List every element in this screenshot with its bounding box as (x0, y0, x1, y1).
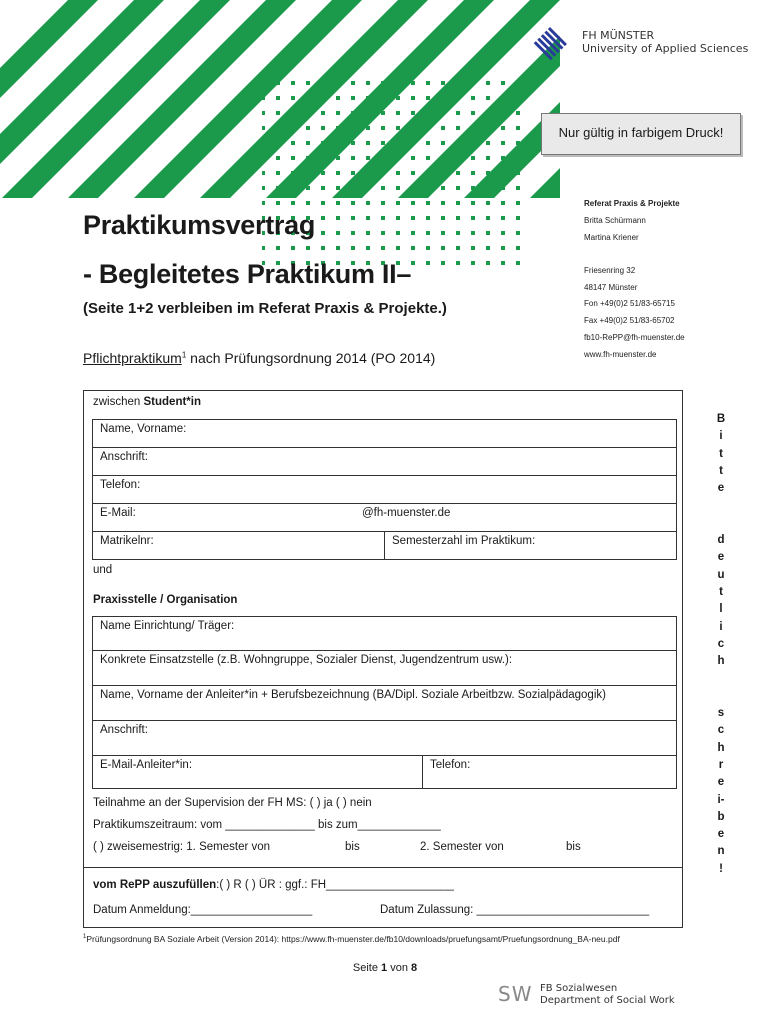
semester2-label: 2. Semester von (420, 841, 504, 853)
supervision-line[interactable]: Teilnahme an der Supervision der FH MS: ( ) ja ( ) nein (93, 797, 372, 809)
page-prefix: Seite (352, 962, 382, 974)
vertical-letter: r (718, 758, 724, 771)
student-phone-field[interactable] (92, 475, 677, 504)
mentor-field[interactable] (92, 685, 677, 721)
student-name-label: Name, Vorname: (100, 423, 187, 435)
repp-rest: :( ) R ( ) ÜR : ggf.: FH____________________ (216, 879, 454, 891)
contact-dept: Referat Praxis & Projekte (584, 199, 680, 208)
student-email-field[interactable] (92, 503, 677, 532)
logo-line1: FH MÜNSTER (582, 29, 655, 42)
org-name-label: Name Einrichtung/ Träger: (100, 620, 235, 632)
vertical-letter: t (719, 585, 723, 598)
contract-form (83, 390, 683, 928)
email-domain: @fh-muenster.de (362, 507, 451, 519)
contact-person2: Martina Kriener (584, 233, 639, 242)
vertical-letter: i- (717, 793, 725, 806)
admission-date[interactable]: Datum Zulassung: ___________________________ (380, 904, 650, 916)
department-name (540, 983, 675, 1007)
period-line[interactable]: Praktikumszeitraum: vom ______________ bis zum_____________ (93, 819, 441, 831)
und-label: und (93, 564, 113, 576)
vertical-letter: i (719, 620, 723, 633)
student-name-field[interactable] (92, 419, 677, 448)
regulation-line (83, 350, 435, 366)
color-print-notice: Nur gültig in farbigem Druck! (541, 113, 741, 155)
contact-street: Friesenring 32 (584, 266, 636, 275)
contact-fax: Fax +49(0)2 51/83-65702 (584, 316, 675, 325)
org-unit-label: Konkrete Einsatzstelle (z.B. Wohngruppe, Sozialer Dienst, Jugendzentrum usw.): (100, 654, 513, 666)
registration-date[interactable]: Datum Anmeldung:___________________ (93, 904, 313, 916)
vertical-letter: t (719, 464, 723, 477)
vertical-letter: t (719, 447, 723, 460)
vertical-letter: e (717, 776, 725, 789)
vertical-letter (711, 497, 731, 514)
bis-label-2: bis (566, 841, 581, 853)
matrikel-label: Matrikelnr: (100, 535, 154, 547)
sw-logo: SW (498, 982, 533, 1006)
department-line1: FB Sozialwesen (540, 983, 618, 994)
vertical-letter: e (717, 828, 725, 841)
student-intro: zwischen (93, 396, 144, 408)
pflicht-word: Pflichtpraktikum (83, 350, 182, 366)
org-name-field[interactable] (92, 616, 677, 651)
department-line2: Department of Social Work (540, 995, 675, 1006)
student-address-label: Anschrift: (100, 451, 148, 463)
vertical-letter: c (717, 724, 725, 737)
student-bold: Student*in (143, 396, 201, 408)
vertical-letter (711, 515, 731, 532)
student-phone-label: Telefon: (100, 479, 141, 491)
contact-person1: Britta Schürmann (584, 216, 646, 225)
bis-label-1: bis (345, 841, 360, 853)
repp-bold: vom RePP auszufüllen (93, 879, 217, 891)
org-address-field[interactable] (92, 720, 677, 756)
office-divider (84, 867, 682, 868)
vertical-letter (711, 688, 731, 705)
vertical-letter (711, 670, 731, 687)
org-address-label: Anschrift: (100, 724, 148, 736)
vertical-letter: c (717, 637, 725, 650)
matrikel-field[interactable] (92, 531, 385, 560)
page-current: 1 (381, 962, 388, 974)
retention-note: (Seite 1+2 verbleiben im Referat Praxis & Projekte.) (83, 300, 447, 317)
mentor-email-label: E-Mail-Anleiter*in: (100, 759, 193, 771)
page-number (0, 962, 770, 974)
vertical-letter: e (717, 482, 725, 495)
semester-field[interactable] (384, 531, 677, 560)
org-heading: Praxisstelle / Organisation (93, 594, 238, 606)
student-heading (93, 396, 201, 408)
document-title: Praktikumsvertrag (83, 210, 316, 240)
contact-city: 48147 Münster (584, 283, 638, 292)
student-email-label: E-Mail: (100, 507, 136, 519)
vertical-letter: s (717, 707, 725, 720)
contact-fon: Fon +49(0)2 51/83-65715 (584, 299, 675, 308)
vertical-letter: u (717, 568, 725, 581)
footnote-ref: 1 (181, 350, 187, 360)
vertical-letter: b (717, 810, 725, 823)
vertical-letter: l (719, 603, 723, 616)
fh-logo (533, 27, 567, 66)
footnote (83, 934, 620, 944)
contact-web[interactable]: www.fh-muenster.de (584, 350, 657, 359)
mentor-label: Name, Vorname der Anleiter*in + Berufsbezeichnung (BA/Dipl. Soziale Arbeitbzw. Sozialpädagogik) (100, 689, 606, 701)
fh-logo-icon (533, 27, 567, 61)
vertical-letter: n (717, 845, 725, 858)
logo-text (582, 29, 748, 55)
vertical-instruction (711, 411, 731, 878)
contact-email[interactable]: fb10-RePP@fh-muenster.de (584, 333, 685, 342)
footnote-number: 1 (83, 934, 87, 941)
page-middle: von (387, 962, 411, 974)
mentor-phone-field[interactable] (422, 755, 677, 789)
mentor-phone-label: Telefon: (430, 759, 471, 771)
two-semester-option[interactable]: ( ) zweisemestrig: 1. Semester von (93, 841, 271, 853)
pflicht-rest: nach Prüfungsordnung 2014 (PO 2014) (186, 350, 436, 366)
page-total: 8 (411, 962, 418, 974)
footnote-text: Prüfungsordnung BA Soziale Arbeit (Version 2014): https://www.fh-muenster.de/fb10/downloads/pruefungsamt/Pruefungsordnung_BA-neu.pdf (86, 934, 620, 944)
vertical-letter: e (717, 551, 725, 564)
vertical-letter: h (717, 655, 725, 668)
logo-line2: University of Applied Sciences (582, 42, 749, 55)
vertical-letter: i (719, 430, 723, 443)
org-unit-field[interactable] (92, 650, 677, 686)
mentor-email-field[interactable] (92, 755, 423, 789)
semester-label: Semesterzahl im Praktikum: (392, 535, 536, 547)
vertical-letter: d (717, 534, 725, 547)
student-address-field[interactable] (92, 447, 677, 476)
document-subtitle-praktikum: - Begleitetes Praktikum II– (83, 259, 412, 289)
repp-line[interactable] (93, 879, 454, 891)
vertical-letter: B (716, 413, 726, 425)
vertical-letter: h (717, 741, 725, 754)
vertical-letter: ! (719, 862, 723, 875)
